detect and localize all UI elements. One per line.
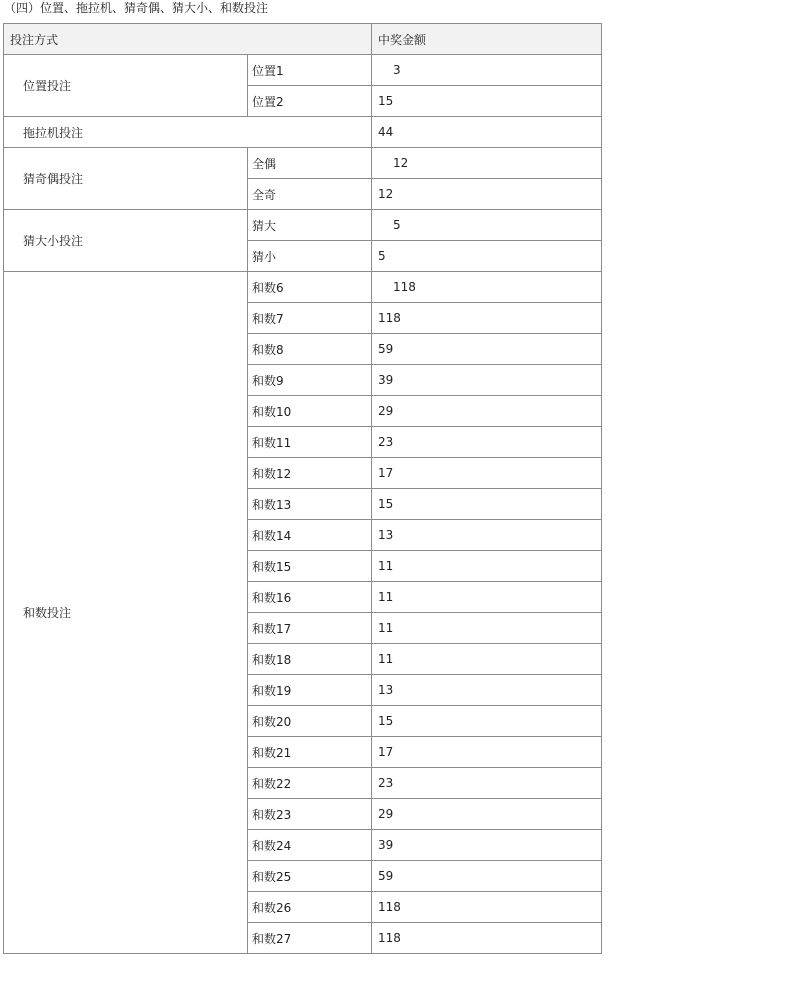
prize-amount-cell: 12 xyxy=(372,179,602,210)
prize-amount-cell: 59 xyxy=(372,861,602,892)
sub-option-cell: 和数26 xyxy=(248,892,372,923)
sub-option-cell: 和数12 xyxy=(248,458,372,489)
table-row xyxy=(4,117,602,148)
table-header-row xyxy=(4,24,602,55)
prize-amount-cell: 15 xyxy=(372,86,602,117)
sub-option-cell: 和数23 xyxy=(248,799,372,830)
table-row xyxy=(4,148,602,179)
sub-option-cell: 和数17 xyxy=(248,613,372,644)
bet-type-cell: 猜大小投注 xyxy=(4,210,248,272)
sub-option-cell: 猜小 xyxy=(248,241,372,272)
prize-amount-cell: 29 xyxy=(372,799,602,830)
prize-amount-cell: 17 xyxy=(372,737,602,768)
sub-option-cell: 和数16 xyxy=(248,582,372,613)
prize-amount-cell: 12 xyxy=(372,148,602,179)
prize-amount-cell: 3 xyxy=(372,55,602,86)
sub-option-cell: 和数6 xyxy=(248,272,372,303)
section-caption: （四）位置、拖拉机、猜奇偶、猜大小、和数投注 xyxy=(4,1,269,15)
prize-amount-cell: 23 xyxy=(372,768,602,799)
prize-amount-cell: 15 xyxy=(372,706,602,737)
bet-type-cell: 和数投注 xyxy=(4,272,248,954)
sub-option-cell: 和数10 xyxy=(248,396,372,427)
prize-amount-cell: 39 xyxy=(372,830,602,861)
prize-amount-cell: 11 xyxy=(372,613,602,644)
prize-amount-cell: 118 xyxy=(372,303,602,334)
sub-option-cell: 和数13 xyxy=(248,489,372,520)
prize-amount-cell: 59 xyxy=(372,334,602,365)
table-row xyxy=(4,55,602,86)
prize-amount-cell: 118 xyxy=(372,892,602,923)
sub-option-cell: 和数9 xyxy=(248,365,372,396)
table-row xyxy=(4,272,602,303)
prize-amount-cell: 15 xyxy=(372,489,602,520)
sub-option-cell: 和数8 xyxy=(248,334,372,365)
prize-amount-cell: 39 xyxy=(372,365,602,396)
prize-amount-cell: 5 xyxy=(372,241,602,272)
sub-option-cell: 和数21 xyxy=(248,737,372,768)
sub-option-cell: 和数7 xyxy=(248,303,372,334)
header-bet-type: 投注方式 xyxy=(4,24,372,55)
prize-amount-cell: 17 xyxy=(372,458,602,489)
sub-option-cell: 和数22 xyxy=(248,768,372,799)
prize-amount-cell: 13 xyxy=(372,675,602,706)
sub-option-cell: 全奇 xyxy=(248,179,372,210)
sub-option-cell: 和数11 xyxy=(248,427,372,458)
header-prize: 中奖金额 xyxy=(372,24,602,55)
prize-amount-cell: 23 xyxy=(372,427,602,458)
bet-type-cell: 位置投注 xyxy=(4,55,248,117)
sub-option-cell: 位置1 xyxy=(248,55,372,86)
prize-amount-cell: 118 xyxy=(372,272,602,303)
prize-amount-cell: 44 xyxy=(372,117,602,148)
sub-option-cell: 猜大 xyxy=(248,210,372,241)
prize-amount-cell: 118 xyxy=(372,923,602,954)
prize-amount-cell: 13 xyxy=(372,520,602,551)
sub-option-cell: 和数14 xyxy=(248,520,372,551)
sub-option-cell: 和数18 xyxy=(248,644,372,675)
payout-table-body xyxy=(4,24,602,954)
sub-option-cell: 和数20 xyxy=(248,706,372,737)
sub-option-cell: 位置2 xyxy=(248,86,372,117)
payout-table xyxy=(3,23,602,954)
prize-amount-cell: 5 xyxy=(372,210,602,241)
sub-option-cell: 和数19 xyxy=(248,675,372,706)
sub-option-cell: 和数27 xyxy=(248,923,372,954)
bet-type-cell: 猜奇偶投注 xyxy=(4,148,248,210)
bet-type-cell: 拖拉机投注 xyxy=(4,117,372,148)
sub-option-cell: 和数15 xyxy=(248,551,372,582)
prize-amount-cell: 29 xyxy=(372,396,602,427)
prize-amount-cell: 11 xyxy=(372,582,602,613)
sub-option-cell: 全偶 xyxy=(248,148,372,179)
sub-option-cell: 和数24 xyxy=(248,830,372,861)
prize-amount-cell: 11 xyxy=(372,551,602,582)
sub-option-cell: 和数25 xyxy=(248,861,372,892)
table-row xyxy=(4,210,602,241)
prize-amount-cell: 11 xyxy=(372,644,602,675)
